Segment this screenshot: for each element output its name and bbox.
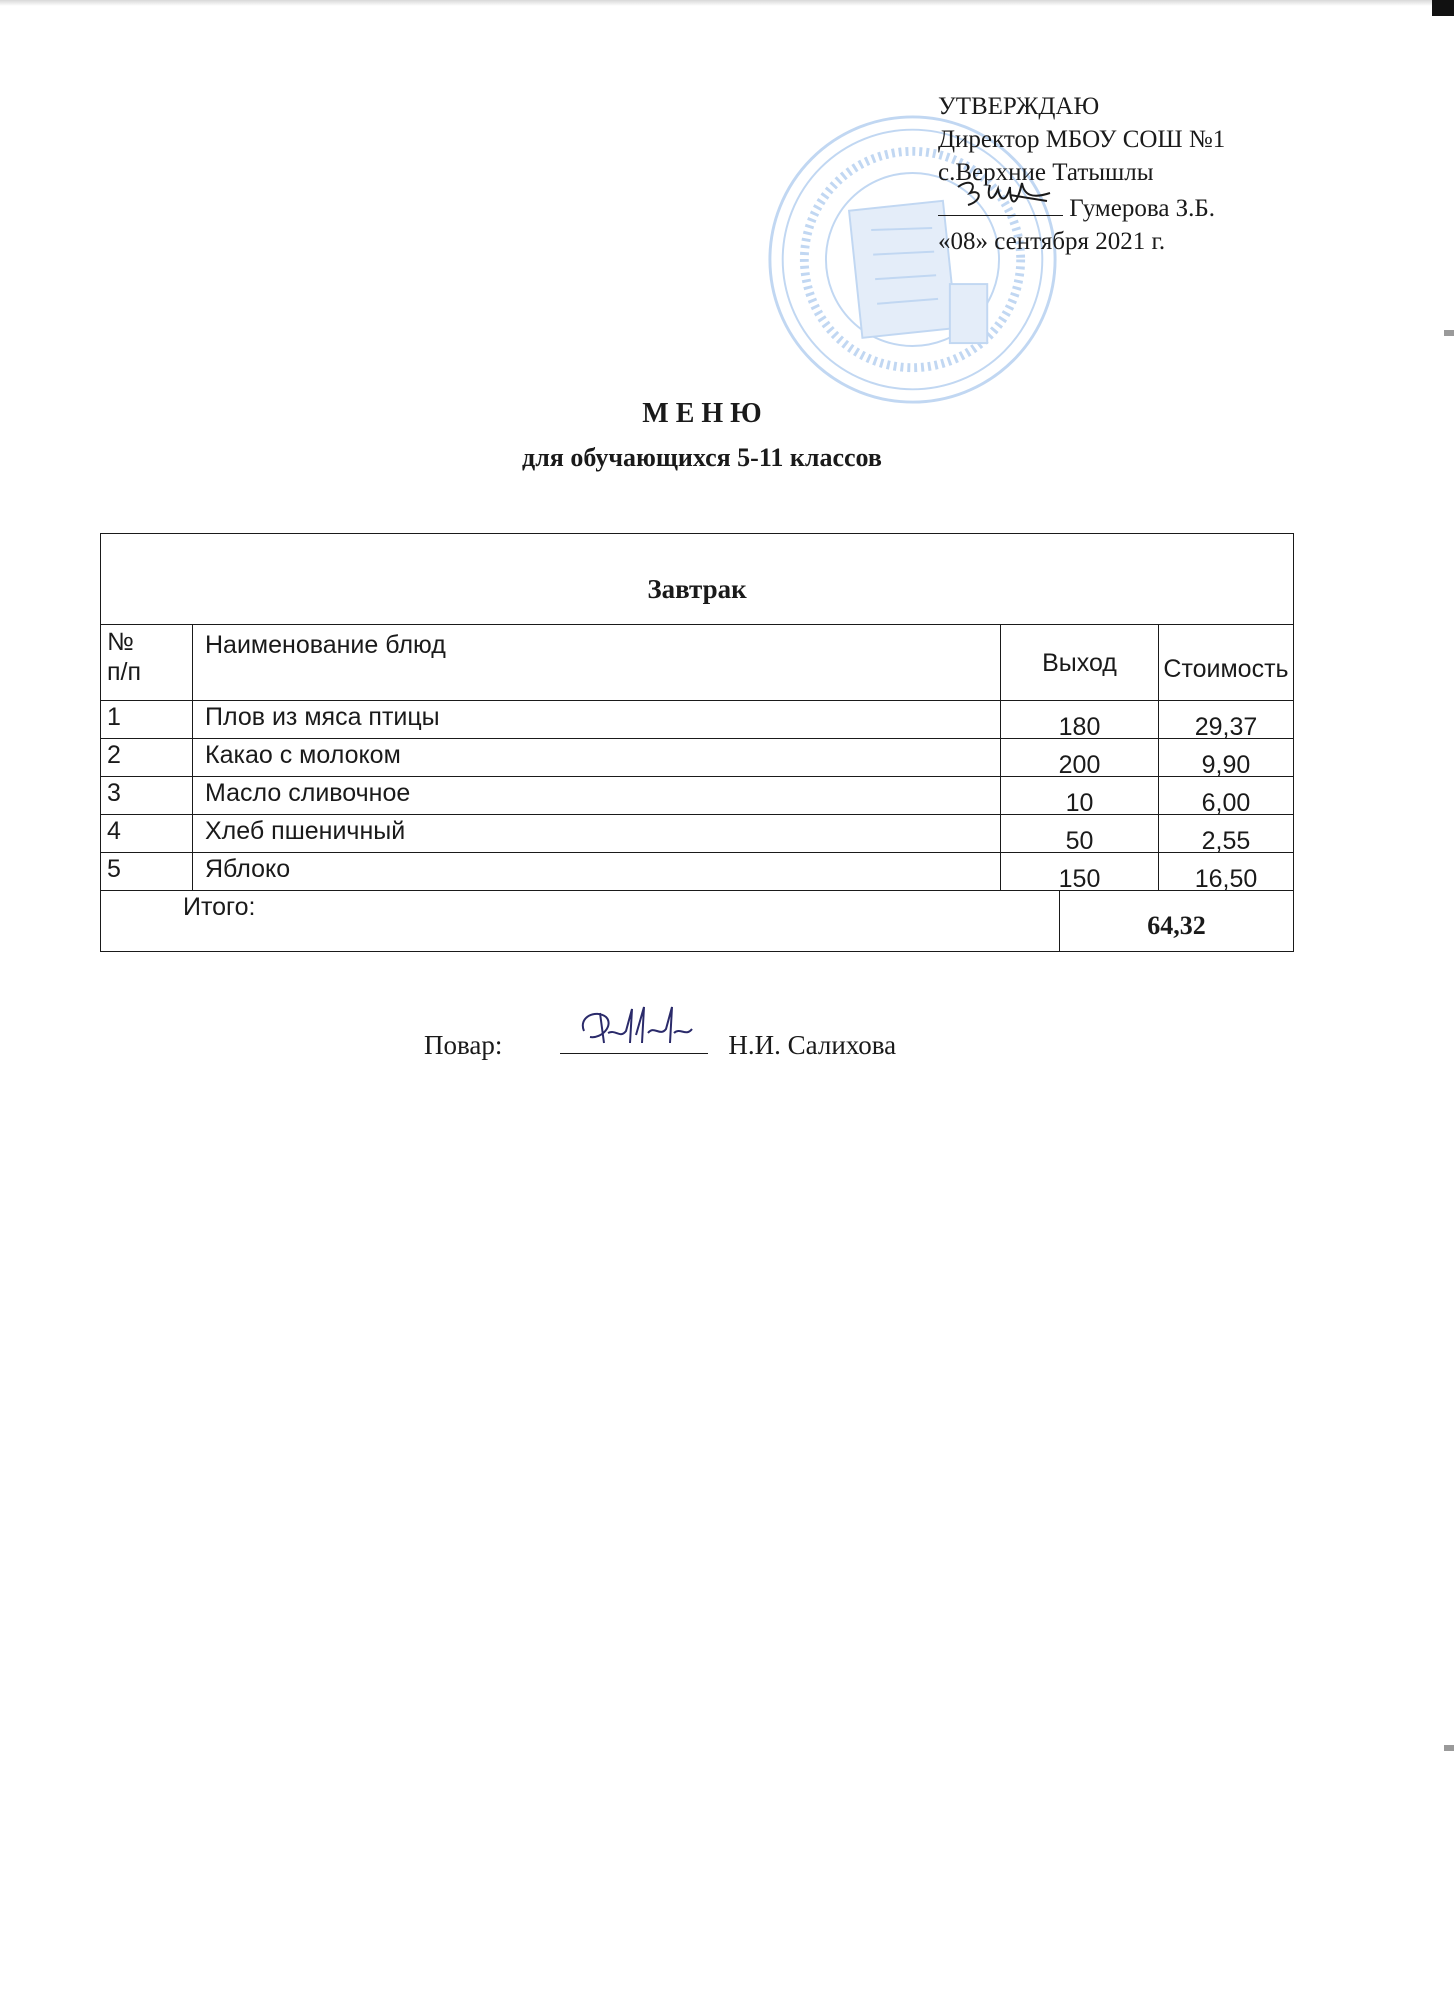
header-num bbox=[101, 625, 193, 700]
table-row bbox=[101, 852, 1293, 893]
row-cost: 29,37 bbox=[1158, 701, 1293, 738]
total-value: 64,32 bbox=[1059, 891, 1293, 951]
approval-signature-line bbox=[938, 189, 1225, 225]
row-name: Какао с молоком bbox=[205, 741, 401, 769]
cook-label: Повар: bbox=[424, 1030, 503, 1060]
row-num: 5 bbox=[101, 853, 193, 890]
header-output: Выход bbox=[1000, 625, 1158, 700]
table-row bbox=[101, 776, 1293, 817]
header-cost: Стоимость bbox=[1158, 625, 1293, 700]
row-output: 50 bbox=[1000, 815, 1158, 852]
total-row bbox=[101, 890, 1293, 951]
row-name: Яблоко bbox=[205, 855, 291, 883]
page-subtitle: для обучающихся 5-11 классов bbox=[522, 443, 882, 472]
cook-signature-block bbox=[424, 1025, 896, 1061]
row-name: Хлеб пшеничный bbox=[205, 817, 406, 845]
row-output: 10 bbox=[1000, 777, 1158, 814]
row-output: 150 bbox=[1000, 853, 1158, 890]
row-cost: 2,55 bbox=[1158, 815, 1293, 852]
cook-name: Н.И. Салихова bbox=[728, 1030, 897, 1060]
row-num: 1 bbox=[101, 701, 193, 738]
scan-corner-mark bbox=[1432, 0, 1454, 16]
approval-date: «08» сентября 2021 г. bbox=[938, 228, 1166, 255]
menu-table bbox=[100, 533, 1294, 952]
approval-block bbox=[938, 90, 1225, 258]
row-cost: 16,50 bbox=[1158, 853, 1293, 890]
scan-margin-mark bbox=[1444, 330, 1454, 336]
approval-position: Директор МБОУ СОШ №1 bbox=[938, 126, 1226, 153]
row-name: Масло сливочное bbox=[205, 779, 411, 807]
scan-edge bbox=[0, 0, 1454, 6]
scan-margin-mark bbox=[1444, 1745, 1454, 1751]
row-cost: 6,00 bbox=[1158, 777, 1293, 814]
cook-signature bbox=[574, 1003, 704, 1053]
director-signature bbox=[952, 175, 1062, 215]
row-num: 3 bbox=[101, 777, 193, 814]
row-num: 2 bbox=[101, 739, 193, 776]
table-row bbox=[101, 700, 1293, 741]
row-name: Плов из мяса птицы bbox=[205, 703, 440, 731]
row-cost: 9,90 bbox=[1158, 739, 1293, 776]
cook-signature-line bbox=[560, 1025, 708, 1054]
row-output: 180 bbox=[1000, 701, 1158, 738]
row-output: 200 bbox=[1000, 739, 1158, 776]
signature-underline bbox=[938, 189, 1063, 216]
header-num-line2: п/п bbox=[107, 658, 142, 686]
approval-heading: УТВЕРЖДАЮ bbox=[938, 93, 1100, 120]
total-label: Итого: bbox=[183, 893, 256, 921]
approval-location: с.Верхние Татышлы bbox=[938, 159, 1154, 186]
table-header-row bbox=[101, 624, 1293, 700]
page-title: М Е Н Ю bbox=[642, 398, 762, 429]
header-num-line1: № bbox=[107, 628, 134, 656]
approval-signer: Гумерова З.Б. bbox=[1069, 195, 1216, 222]
table-row bbox=[101, 814, 1293, 855]
header-name: Наименование блюд bbox=[205, 631, 446, 659]
table-row bbox=[101, 738, 1293, 779]
row-num: 4 bbox=[101, 815, 193, 852]
meal-heading: Завтрак bbox=[647, 574, 747, 604]
